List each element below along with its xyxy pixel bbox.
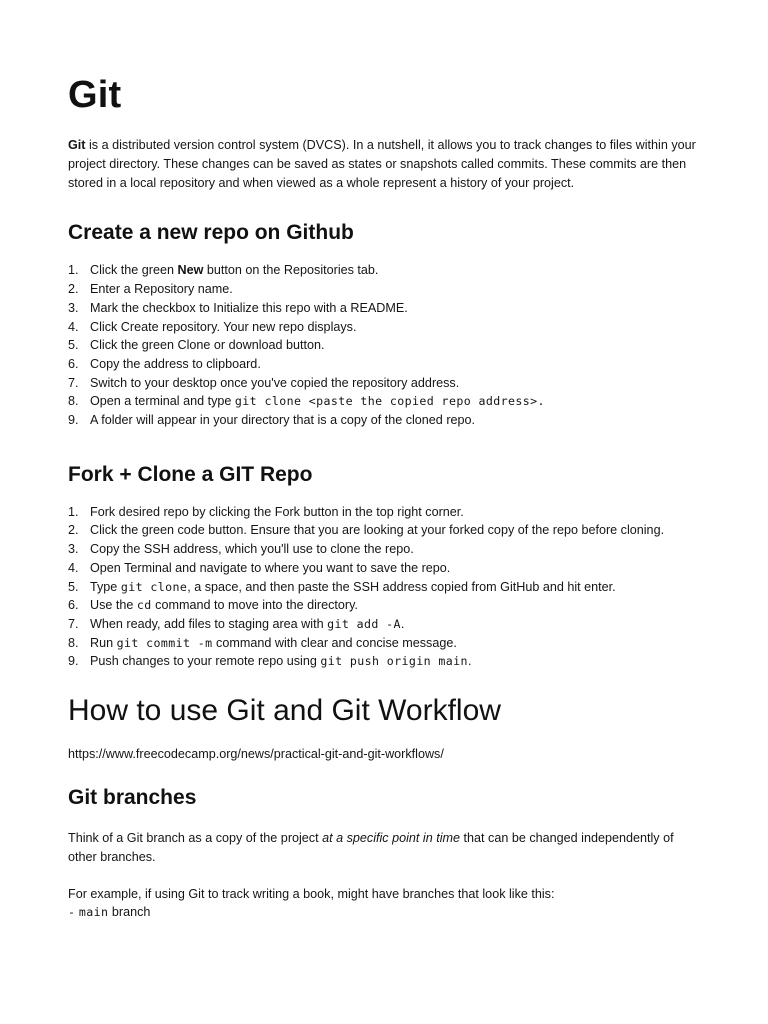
- fork-clone-heading: Fork + Clone a GIT Repo: [68, 462, 313, 486]
- list-item: 9. Push changes to your remote repo using git push origin main.: [68, 654, 472, 669]
- intro-lead: Git: [68, 138, 86, 152]
- list-item: 2. Click the green code button. Ensure that you are looking at your forked copy of the repo before cloning.: [68, 523, 665, 538]
- freecodecamp-link[interactable]: https://www.freecodecamp.org/news/practical-git-and-git-workflows/: [68, 747, 444, 762]
- git-branches-heading: Git branches: [68, 786, 197, 810]
- list-item: 6. Copy the address to clipboard.: [68, 356, 261, 371]
- list-item: 4. Click Create repository. Your new repo displays.: [68, 319, 357, 334]
- inline-code: cd: [136, 598, 152, 613]
- workflow-link-row: [68, 745, 700, 763]
- branches-paragraph: Think of a Git branch as a copy of the project at a specific point in time that can be changed independently of other branches.: [68, 831, 674, 864]
- list-item: 4. Open Terminal and navigate to where you want to save the repo.: [68, 560, 451, 575]
- inline-code: git add -A: [327, 616, 401, 631]
- list-item: 5. Type git clone, a space, and then paste the SSH address copied from GitHub and hit enter.: [68, 579, 616, 594]
- fork-clone-steps: [68, 503, 700, 671]
- list-item: 3. Mark the checkbox to Initialize this repo with a README.: [68, 300, 408, 315]
- list-item: 2. Enter a Repository name.: [68, 282, 233, 297]
- inline-code: git clone: [120, 579, 188, 594]
- workflow-heading: How to use Git and Git Workflow: [68, 694, 501, 728]
- inline-code: git clone <paste the copied repo address>.: [234, 394, 545, 409]
- list-item: 1. Fork desired repo by clicking the Fork button in the top right corner.: [68, 504, 464, 519]
- intro-paragraph: [68, 136, 700, 192]
- create-repo-steps: [68, 261, 700, 429]
- inline-code: git push origin main: [320, 654, 468, 669]
- create-repo-heading: Create a new repo on Github: [68, 221, 354, 245]
- list-item: 1. Click the green New button on the Repositories tab.: [68, 263, 379, 278]
- list-item: 9. A folder will appear in your directory that is a copy of the cloned repo.: [68, 413, 476, 428]
- list-item: 8. Open a terminal and type git clone <paste the copied repo address>.: [68, 394, 545, 409]
- list-item: 3. Copy the SSH address, which you'll use to clone the repo.: [68, 542, 414, 557]
- page-title: Git: [68, 74, 122, 116]
- example-paragraph: For example, if using Git to track writing a book, might have branches that look like this:: [68, 886, 555, 901]
- intro-text: is a distributed version control system (DVCS). In a nutshell, it allows you to track changes to files within your project directory. These changes can be saved as states or snapshots called commits. These commits are then stored in a local repository and when viewed as a whole represent a history of your project.: [68, 138, 696, 190]
- list-item: 8. Run git commit -m command with clear and concise message.: [68, 635, 457, 650]
- branch-bullet: - main branch: [68, 905, 151, 920]
- bullet-dash: -: [68, 905, 76, 920]
- inline-code: main: [78, 905, 109, 920]
- list-item: 5. Click the green Clone or download button.: [68, 338, 325, 353]
- list-item: 6. Use the cd command to move into the directory.: [68, 598, 358, 613]
- emphasis-text: at a specific point in time: [322, 831, 461, 846]
- list-item: 7. When ready, add files to staging area with git add -A.: [68, 616, 405, 631]
- list-item: 7. Switch to your desktop once you've copied the repository address.: [68, 375, 460, 390]
- inline-code: git commit -m: [116, 635, 213, 650]
